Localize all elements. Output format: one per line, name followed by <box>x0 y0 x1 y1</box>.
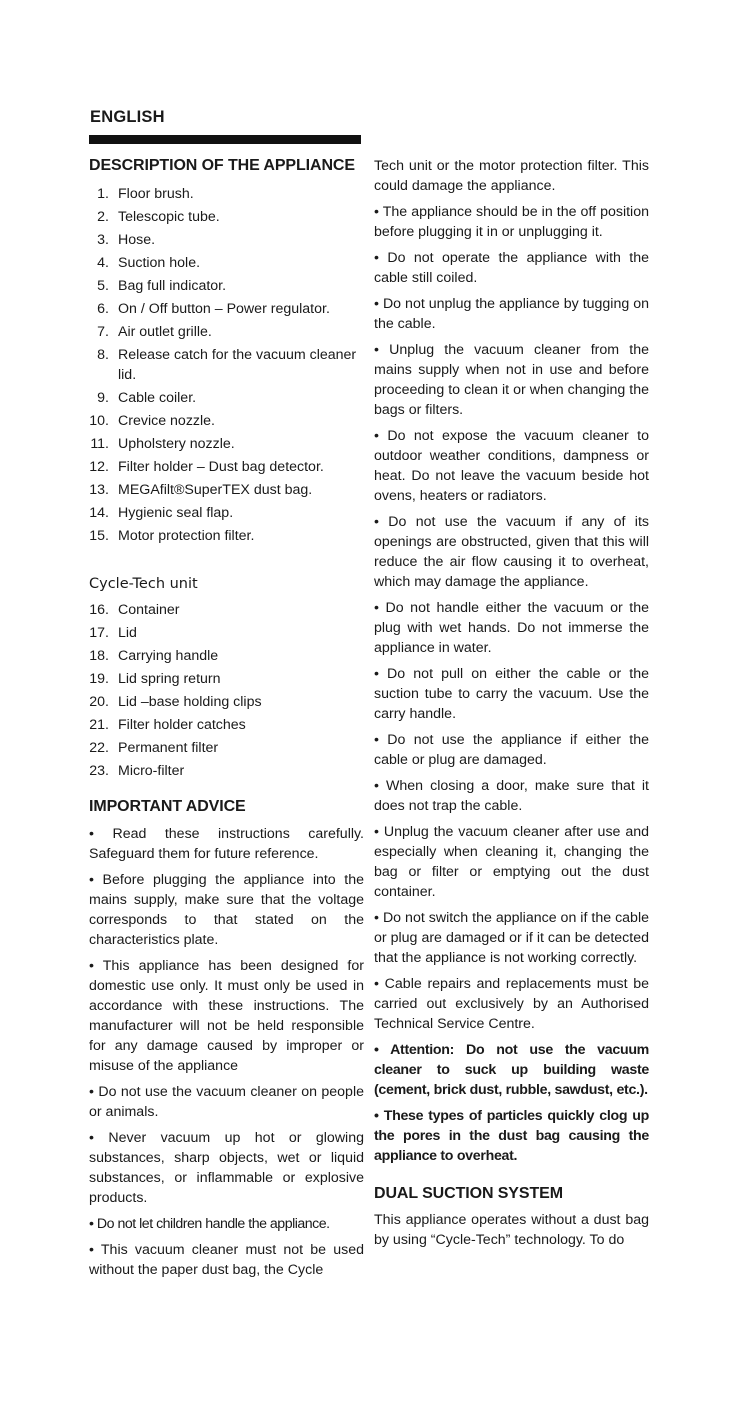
advice-paragraph: • Do not handle either the vacuum or the plug with wet hands. Do not immerse the appliance in water. <box>374 600 649 656</box>
list-item: 13. MEGAfilt®SuperTEX dust bag. <box>89 481 313 498</box>
advice-paragraph: • Do not let children handle the appliance. <box>89 1216 330 1232</box>
advice-paragraph: • The appliance should be in the off position before plugging it in or unplugging it. <box>374 204 649 240</box>
right-column <box>374 156 649 1256</box>
cycle-tech-title: Cycle-Tech unit <box>89 575 198 592</box>
list-item: 3. Hose. <box>97 231 156 248</box>
list-item: 18. Carrying handle <box>89 647 219 664</box>
list-item: 6. On / Off button – Power regulator. <box>97 300 330 317</box>
warning-paragraph: • These types of particles quickly clog up the pores in the dust bag causing the appliance to overheat. <box>374 1108 649 1164</box>
heading-rule <box>89 135 361 144</box>
advice-paragraph: • Do not use the vacuum cleaner on people or animals. <box>89 1084 364 1120</box>
list-item: 12. Filter holder – Dust bag detector. <box>89 458 324 475</box>
advice-paragraph: • Cable repairs and replacements must be carried out exclusively by an Authorised Technical Service Centre. <box>374 976 649 1032</box>
advice-paragraph: • Never vacuum up hot or glowing substances, sharp objects, wet or liquid substances, or inflammable or explosive products. <box>89 1130 364 1206</box>
list-item: 2. Telescopic tube. <box>97 208 220 225</box>
advice-paragraph: • When closing a door, make sure that it does not trap the cable. <box>374 778 649 814</box>
list-item: 14. Hygienic seal flap. <box>89 504 234 521</box>
dual-suction-paragraph: This appliance operates without a dust bag by using “Cycle-Tech” technology. To do <box>374 1211 649 1248</box>
list-item: 10. Crevice nozzle. <box>89 412 215 429</box>
advice-paragraph: • Read these instructions carefully. Safeguard them for future reference. <box>89 826 364 862</box>
list-item: 23. Micro-filter <box>89 762 185 779</box>
advice-paragraph: • This appliance has been designed for domestic use only. It must only be used in accordance with these instructions. The manufacturer will not be held responsible for any damage caused by improper or misuse of the appliance <box>89 958 364 1074</box>
description-list <box>89 184 364 546</box>
list-item: 22. Permanent filter <box>89 739 219 756</box>
advice-paragraph: • This vacuum cleaner must not be used without the paper dust bag, the Cycle <box>89 1242 364 1278</box>
list-item: 8. Release catch for the vacuum cleaner lid. <box>97 346 357 383</box>
advice-paragraph: • Do not unplug the appliance by tugging on the cable. <box>374 296 649 332</box>
list-item: 20. Lid –base holding clips <box>89 693 262 710</box>
advice-paragraph: • Do not pull on either the cable or the suction tube to carry the vacuum. Use the carry handle. <box>374 666 649 722</box>
language-heading: ENGLISH <box>90 108 165 126</box>
list-item: 9. Cable coiler. <box>97 389 197 406</box>
warning-paragraph: • Attention: Do not use the vacuum cleaner to suck up building waste (cement, brick dust, rubble, sawdust, etc.). <box>374 1042 649 1098</box>
advice-paragraph: • Unplug the vacuum cleaner after use and especially when cleaning it, changing the bag or filter or emptying out the dust container. <box>374 824 649 900</box>
cycle-tech-list <box>89 600 364 781</box>
list-item: 7. Air outlet grille. <box>97 323 212 340</box>
advice-paragraph: • Do not use the appliance if either the cable or plug are damaged. <box>374 732 649 768</box>
description-title: DESCRIPTION OF THE APPLIANCE <box>89 157 355 174</box>
advice-title: IMPORTANT ADVICE <box>89 797 246 815</box>
dual-suction-title: DUAL SUCTION SYSTEM <box>374 1185 563 1202</box>
list-item: 11. Upholstery nozzle. <box>90 435 235 452</box>
list-item: 16. Container <box>89 601 180 618</box>
list-item: 15. Motor protection filter. <box>89 527 255 544</box>
list-item: 19. Lid spring return <box>89 670 221 687</box>
list-item: 17. Lid <box>89 624 137 641</box>
left-column <box>89 156 364 1286</box>
advice-paragraph: • Before plugging the appliance into the mains supply, make sure that the voltage corresponds to that stated on the characteristics plate. <box>89 872 364 948</box>
advice-paragraph: • Do not use the vacuum if any of its openings are obstructed, given that this will reduce the air flow causing it to overheat, which may damage the appliance. <box>374 514 649 590</box>
advice-paragraph: • Do not expose the vacuum cleaner to outdoor weather conditions, dampness or heat. Do not leave the vacuum beside hot ovens, heaters or radiators. <box>374 428 649 504</box>
list-item: 5. Bag full indicator. <box>97 277 227 294</box>
advice-paragraph: Tech unit or the motor protection filter. This could damage the appliance. <box>374 158 649 194</box>
advice-paragraph: • Do not switch the appliance on if the cable or plug are damaged or if it can be detected that the appliance is not working correctly. <box>374 910 649 966</box>
list-item: 21. Filter holder catches <box>89 716 246 733</box>
list-item: 1. Floor brush. <box>97 185 194 202</box>
list-item: 4. Suction hole. <box>97 254 201 271</box>
advice-paragraph: • Do not operate the appliance with the cable still coiled. <box>374 250 649 286</box>
advice-paragraph: • Unplug the vacuum cleaner from the mains supply when not in use and before proceeding to clean it or when changing the bags or filters. <box>374 342 649 418</box>
